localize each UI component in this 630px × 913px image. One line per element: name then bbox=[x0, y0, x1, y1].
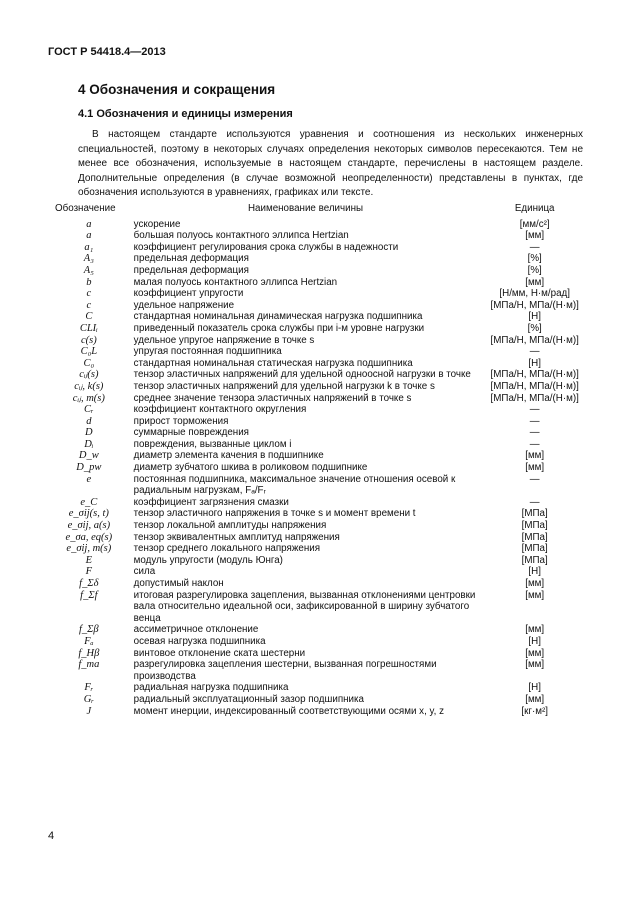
name-cell: прирост торможения bbox=[133, 415, 229, 427]
unit-cell: [МПа] bbox=[521, 508, 548, 520]
unit-cell: [МПа] bbox=[521, 531, 548, 543]
name-cell: удельное упругое напряжение в точке s bbox=[133, 334, 315, 346]
name-cell: тензор эластичных напряжений для удельной нагрузки k в точке s bbox=[133, 380, 435, 392]
unit-cell: — bbox=[529, 427, 540, 439]
table-row bbox=[48, 532, 588, 544]
symbol-cell: e_σa, eq(s) bbox=[65, 531, 113, 543]
symbol-cell: D_pw bbox=[76, 462, 102, 474]
table-row bbox=[48, 520, 588, 532]
table-row bbox=[48, 555, 588, 567]
table-row bbox=[48, 648, 588, 660]
table-row bbox=[48, 311, 588, 323]
symbol-cell: c bbox=[86, 299, 92, 311]
unit-cell: [Н/мм, Н·м/рад] bbox=[499, 288, 570, 300]
table-row bbox=[48, 300, 588, 312]
unit-cell: [МПа/Н, МПа/(Н·м)] bbox=[490, 392, 579, 404]
name-cell: итоговая разрегулировка зацепления, вызванная отклонениями центровки вала относительно идеальной оси, зафиксированной в ширину зубчатого венца bbox=[133, 589, 476, 624]
name-cell: коэффициент регулирования срока службы в надежности bbox=[133, 241, 399, 253]
table-row bbox=[48, 659, 588, 682]
unit-cell: [МПа] bbox=[521, 554, 548, 566]
name-cell: малая полуось контактного эллипса Hertzian bbox=[133, 276, 338, 288]
table-row bbox=[48, 682, 588, 694]
unit-cell: [Н] bbox=[528, 682, 541, 694]
symbol-cell: a₁ bbox=[84, 241, 94, 253]
unit-cell: — bbox=[529, 473, 540, 485]
table-row bbox=[48, 277, 588, 289]
table-row bbox=[48, 346, 588, 358]
name-cell: сила bbox=[133, 566, 156, 578]
table-row bbox=[48, 497, 588, 509]
unit-cell: [мм] bbox=[525, 578, 545, 589]
unit-cell: [Н] bbox=[528, 635, 541, 647]
unit-cell: [мм] bbox=[525, 276, 545, 288]
name-cell: среднее значение тензора эластичных напряжений в точке s bbox=[133, 392, 412, 404]
unit-cell: [мм] bbox=[525, 659, 545, 671]
table-row bbox=[48, 566, 588, 578]
symbol-cell: cᵢⱼ(s) bbox=[79, 369, 99, 381]
table-row bbox=[48, 439, 588, 451]
name-cell: упругая постоянная подшипника bbox=[133, 346, 282, 358]
table-row bbox=[48, 358, 588, 370]
unit-cell: [%] bbox=[527, 264, 542, 276]
name-cell: стандартная номинальная статическая нагрузка подшипника bbox=[133, 357, 413, 369]
table-row bbox=[48, 543, 588, 555]
unit-cell: [МПа/Н, МПа/(Н·м)] bbox=[490, 334, 579, 346]
symbol-cell: D bbox=[85, 427, 93, 439]
name-cell: коэффициент упругости bbox=[133, 288, 244, 300]
unit-cell: [мм] bbox=[525, 450, 545, 462]
unit-cell: — bbox=[529, 496, 540, 508]
name-cell: модуль упругости (модуль Юнга) bbox=[133, 554, 283, 566]
symbol-cell: e_C bbox=[80, 496, 98, 508]
symbol-cell: Fᵣ bbox=[84, 682, 94, 694]
unit-cell: [%] bbox=[527, 253, 542, 265]
symbol-cell: D_w bbox=[78, 450, 99, 462]
table-row bbox=[48, 335, 588, 347]
table-row bbox=[48, 288, 588, 300]
symbol-cell: f_ma bbox=[78, 659, 100, 671]
name-cell: приведенный показатель срока службы при i-м уровне нагрузки bbox=[133, 322, 425, 334]
name-cell: момент инерции, индексированный соответствующими осями x, y, z bbox=[133, 705, 445, 717]
name-cell: разрегулировка зацепления шестерни, вызванная погрешностями производства bbox=[133, 659, 437, 682]
header-unit: Единица bbox=[514, 203, 555, 214]
name-cell: удельное напряжение bbox=[133, 299, 235, 311]
symbol-cell: Dᵢ bbox=[84, 438, 94, 450]
name-cell: винтовое отклонение ската шестерни bbox=[133, 647, 306, 659]
document-header: ГОСТ Р 54418.4—2013 bbox=[48, 46, 166, 58]
name-cell: повреждения, вызванные циклом i bbox=[133, 438, 292, 450]
table-row bbox=[48, 474, 588, 497]
table-row bbox=[48, 381, 588, 393]
table-row bbox=[48, 416, 588, 428]
table-row bbox=[48, 578, 588, 590]
name-cell: тензор среднего локального напряжения bbox=[133, 543, 321, 555]
symbol-cell: Gᵣ bbox=[83, 693, 94, 705]
symbol-cell: E bbox=[85, 554, 93, 566]
symbol-cell: Cᵣ bbox=[84, 404, 94, 416]
symbol-cell: A₅ bbox=[83, 264, 94, 276]
unit-cell: [%] bbox=[527, 322, 542, 334]
name-cell: стандартная номинальная динамическая нагрузка подшипника bbox=[133, 311, 423, 323]
table-row bbox=[48, 706, 588, 718]
table-row bbox=[48, 508, 588, 520]
symbol-cell: f_Hβ bbox=[78, 647, 100, 659]
symbol-cell: b bbox=[86, 276, 92, 288]
table-row bbox=[48, 462, 588, 474]
unit-cell: [мм] bbox=[525, 230, 545, 242]
table-row bbox=[48, 219, 588, 231]
table-row bbox=[48, 694, 588, 706]
symbol-cell: F bbox=[85, 566, 93, 578]
unit-cell: — bbox=[529, 438, 540, 450]
table-row bbox=[48, 404, 588, 416]
table-row bbox=[48, 253, 588, 265]
unit-cell: [МПа/Н, МПа/(Н·м)] bbox=[490, 369, 579, 381]
symbol-cell: a bbox=[86, 218, 92, 230]
intro-paragraph: В настоящем стандарте используются уравнения и соотношения из нескольких инженерных специальностей, поэтому в некоторых случаях определения некоторых символов пересекаются. Тем не менее все обозначения, используемые в настоящем стандарте, перечислены в настоящем разделе. Дополнительные определения (в случае возможной неопределенности) представлены в пунктах, где обозначения используются в уравнениях, графиках или тексте. bbox=[78, 129, 583, 198]
unit-cell: [МПа] bbox=[521, 543, 548, 555]
unit-cell: [мм] bbox=[525, 462, 545, 474]
table-row bbox=[48, 590, 588, 625]
name-cell: осевая нагрузка подшипника bbox=[133, 635, 266, 647]
unit-cell: [МПа] bbox=[521, 520, 548, 532]
symbol-cell: a bbox=[86, 230, 92, 242]
name-cell: коэффициент контактного округления bbox=[133, 404, 307, 416]
name-cell: допустимый наклон bbox=[133, 578, 224, 589]
symbol-cell: d bbox=[86, 415, 92, 427]
symbol-cell: C₀ bbox=[83, 357, 95, 369]
unit-cell: [МПа/Н, МПа/(Н·м)] bbox=[490, 299, 579, 311]
unit-cell: [Н] bbox=[528, 566, 541, 578]
unit-cell: [кг·м²] bbox=[521, 705, 548, 717]
name-cell: тензор эквивалентных амплитуд напряжения bbox=[133, 531, 340, 543]
name-cell: предельная деформация bbox=[133, 253, 249, 265]
name-cell: предельная деформация bbox=[133, 264, 249, 276]
symbol-cell: C bbox=[85, 311, 93, 323]
name-cell: тензор локальной амплитуды напряжения bbox=[133, 520, 327, 532]
table-row bbox=[48, 369, 588, 381]
unit-cell: — bbox=[529, 241, 540, 253]
symbol-cell: e_σij, a(s) bbox=[67, 520, 111, 532]
symbol-cell: J bbox=[86, 705, 92, 717]
header-name: Наименование величины bbox=[247, 203, 364, 214]
symbol-cell: e_σij, m(s) bbox=[66, 543, 112, 555]
name-cell: тензор эластичных напряжений для удельной одноосной нагрузки в точке bbox=[133, 369, 471, 381]
unit-cell: [мм] bbox=[525, 624, 545, 636]
symbol-cell: f_Σβ bbox=[79, 624, 99, 636]
symbol-cell: Fₐ bbox=[84, 635, 94, 647]
table-row bbox=[48, 265, 588, 277]
table-row bbox=[48, 427, 588, 439]
symbol-cell: f_Σδ bbox=[79, 578, 99, 589]
header-symbol: Обозначение bbox=[55, 203, 116, 214]
unit-cell: — bbox=[529, 404, 540, 416]
unit-cell: [мм] bbox=[525, 647, 545, 659]
table-row bbox=[48, 393, 588, 405]
symbols-table bbox=[48, 203, 588, 717]
name-cell: радиальный эксплуатационный зазор подшипника bbox=[133, 693, 364, 705]
name-cell: тензор эластичного напряжения в точке s и момент времени t bbox=[133, 508, 416, 520]
table-header-row bbox=[48, 203, 588, 219]
unit-cell: [Н] bbox=[528, 311, 541, 323]
symbol-cell: C₀L bbox=[80, 346, 98, 358]
unit-cell: [МПа/Н, МПа/(Н·м)] bbox=[490, 380, 579, 392]
unit-cell: [мм] bbox=[525, 693, 545, 705]
unit-cell: [мм] bbox=[525, 589, 545, 601]
symbol-cell: cᵢⱼ, m(s) bbox=[72, 392, 105, 404]
subsection-title: 4.1 Обозначения и единицы измерения bbox=[78, 108, 293, 120]
symbol-cell: e bbox=[86, 473, 92, 485]
symbol-cell: e_σij(s, t) bbox=[68, 508, 109, 520]
unit-cell: [мм/с²] bbox=[519, 218, 550, 230]
table-row bbox=[48, 242, 588, 254]
symbol-cell: A₃ bbox=[83, 253, 94, 265]
unit-cell: — bbox=[529, 346, 540, 358]
name-cell: радиальная нагрузка подшипника bbox=[133, 682, 289, 694]
table-row bbox=[48, 450, 588, 462]
name-cell: большая полуось контактного эллипса Hertzian bbox=[133, 230, 349, 242]
symbol-cell: c bbox=[86, 288, 92, 300]
unit-cell: — bbox=[529, 415, 540, 427]
symbol-cell: CLIᵢ bbox=[79, 322, 98, 334]
name-cell: суммарные повреждения bbox=[133, 427, 249, 439]
table-row bbox=[48, 323, 588, 335]
symbol-cell: c(s) bbox=[80, 334, 97, 346]
symbol-cell: f_Σf bbox=[80, 589, 98, 601]
table-row bbox=[48, 636, 588, 648]
name-cell: ускорение bbox=[133, 218, 181, 230]
name-cell: постоянная подшипника, максимальное значение отношения осевой к радиальным нагрузкам, Fₐ/Fᵣ bbox=[133, 473, 456, 497]
table-row bbox=[48, 624, 588, 636]
section-title: 4 Обозначения и сокращения bbox=[78, 82, 276, 97]
symbol-cell: cᵢⱼ, k(s) bbox=[74, 380, 104, 392]
name-cell: коэффициент загрязнения смазки bbox=[133, 496, 289, 508]
name-cell: диаметр элемента качения в подшипнике bbox=[133, 450, 324, 462]
name-cell: ассиметричное отклонение bbox=[133, 624, 259, 636]
name-cell: диаметр зубчатого шкива в роликовом подшипнике bbox=[133, 462, 368, 474]
unit-cell: [Н] bbox=[528, 357, 541, 369]
page-number: 4 bbox=[48, 830, 55, 842]
table-row bbox=[48, 230, 588, 242]
